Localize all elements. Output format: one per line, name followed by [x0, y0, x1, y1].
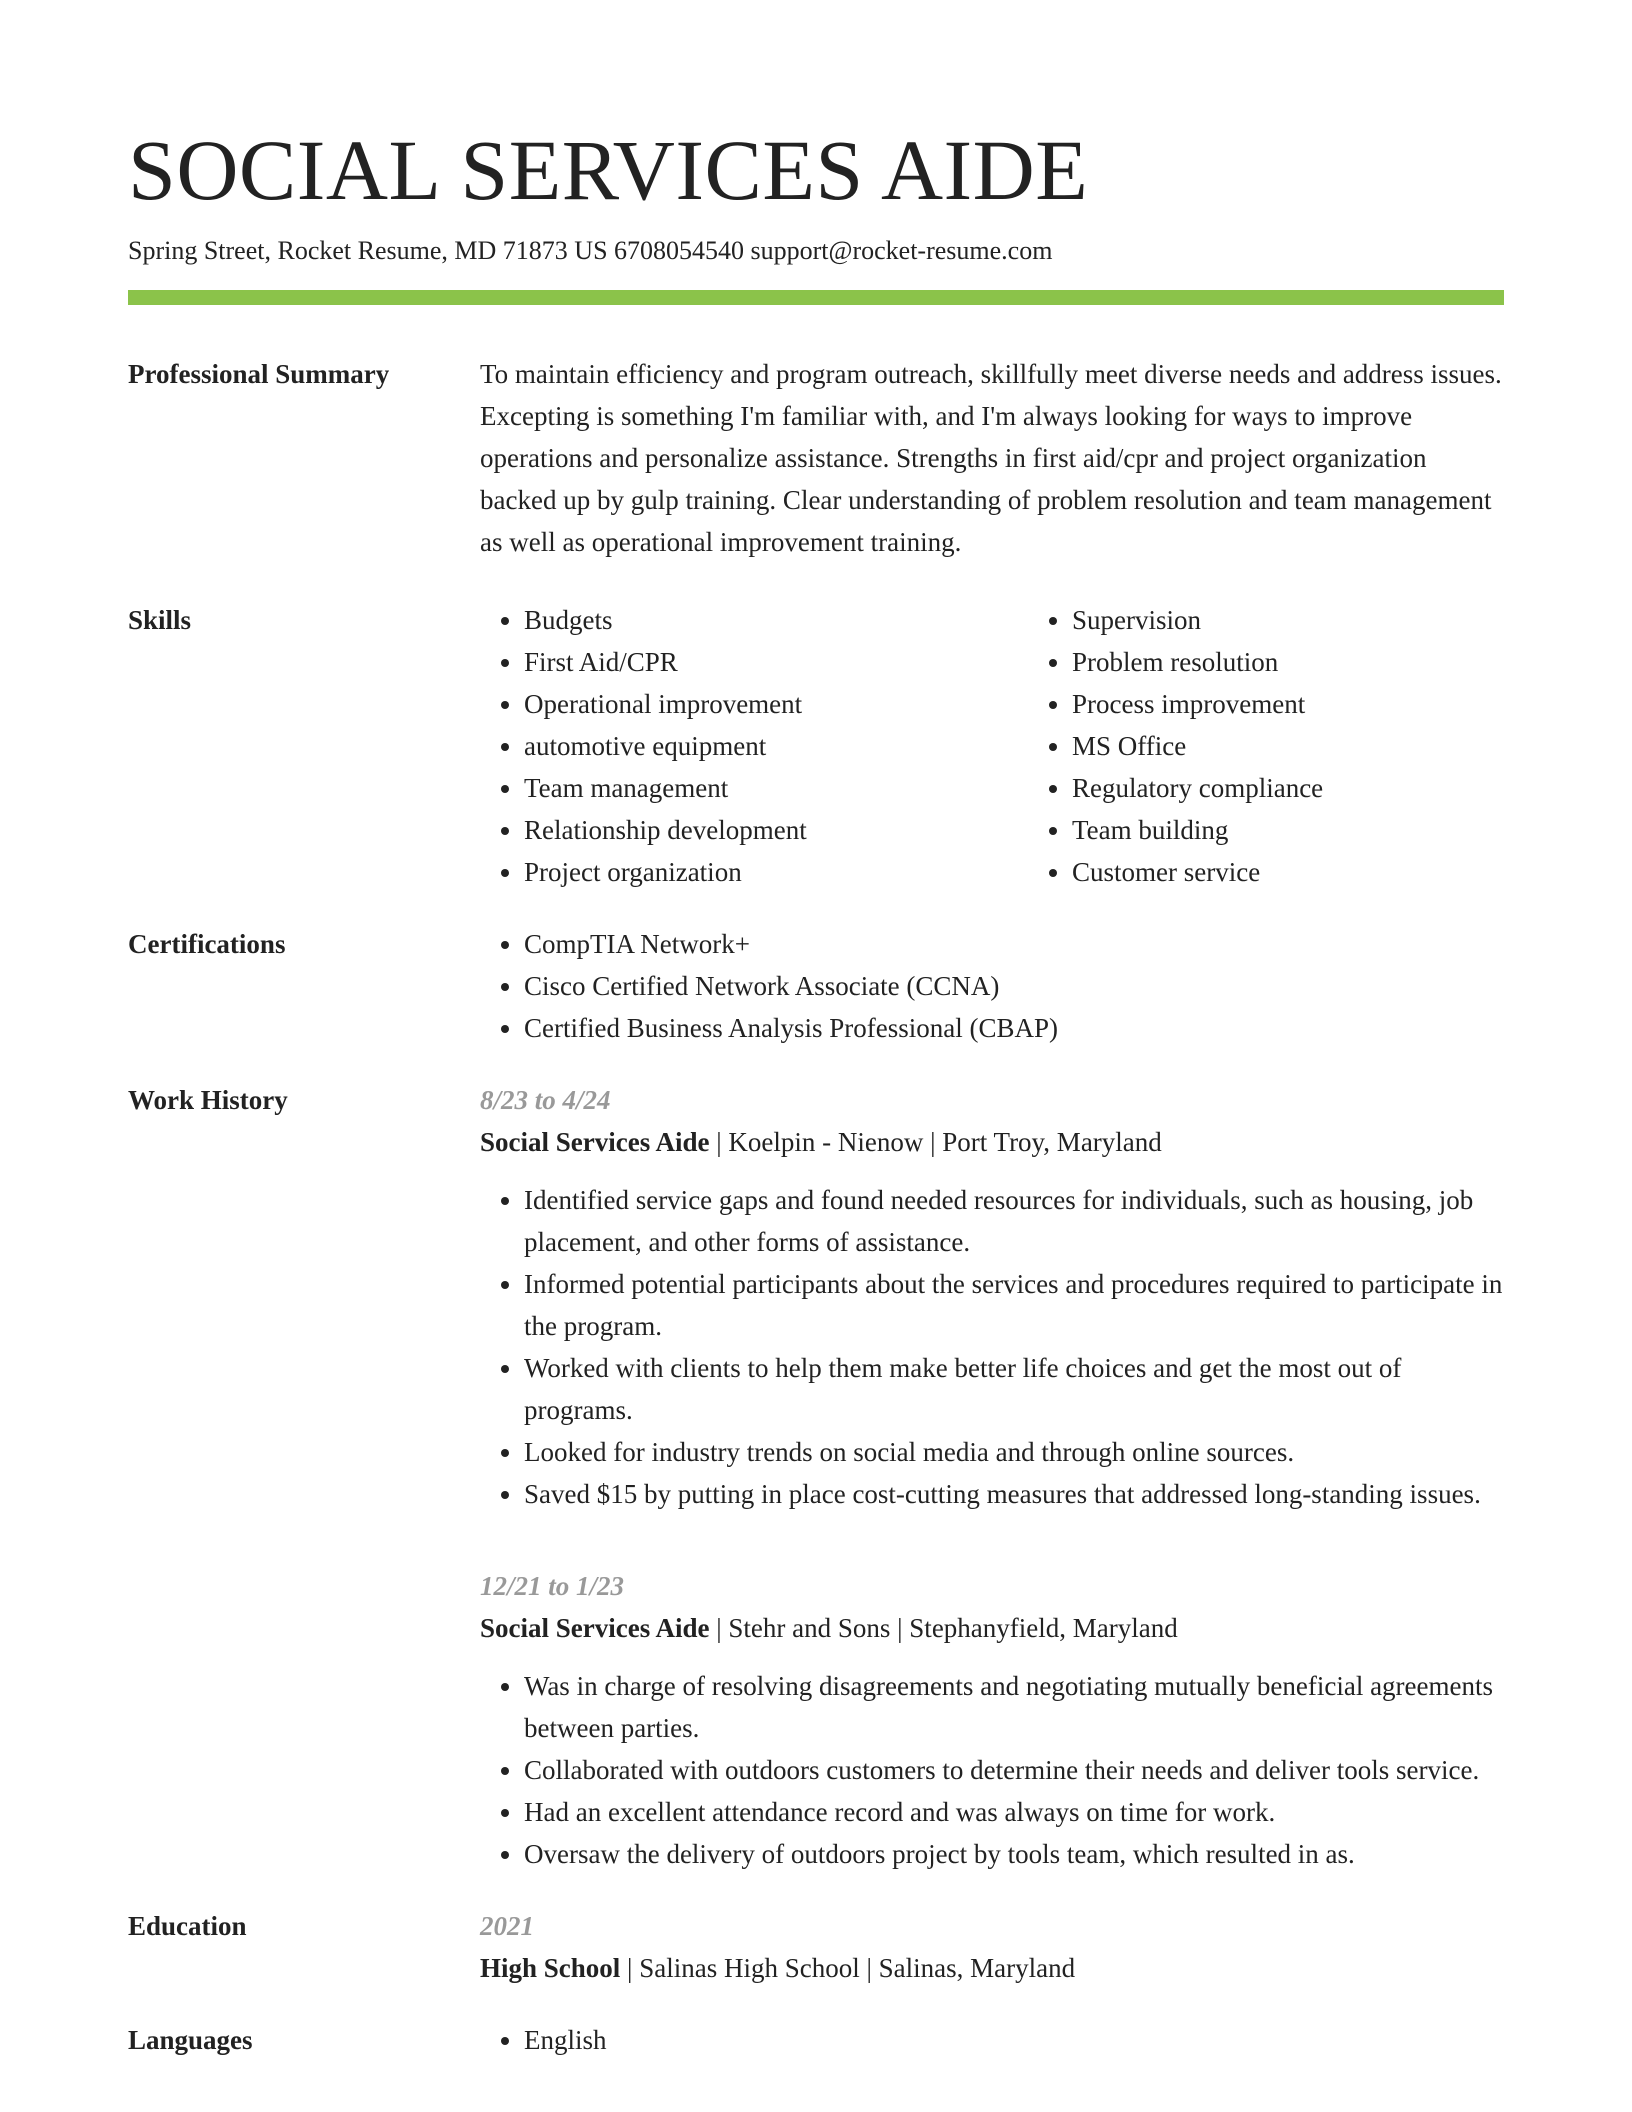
- job-details: | Stehr and Sons | Stephanyfield, Maryland: [709, 1613, 1178, 1643]
- skill-item: • Budgets: [524, 599, 1028, 641]
- resume-page: [128, 120, 1504, 2061]
- job-duty: • Identified service gaps and found needed resources for individuals, such as housing, job placement, and other forms of assistance.: [524, 1179, 1504, 1263]
- work-history-section: [128, 1079, 1504, 1875]
- contact-phone: 6708054540: [614, 236, 745, 265]
- education-year: 2021: [480, 1911, 534, 1941]
- education-line: [480, 1947, 1504, 1989]
- skills-body: [480, 599, 1576, 893]
- job-title-line: [480, 1121, 1504, 1163]
- language-item: • English: [524, 2019, 1504, 2061]
- skill-item: • Team management: [524, 767, 1028, 809]
- job-duty: • Informed potential participants about the services and procedures required to participate in the program.: [524, 1263, 1504, 1347]
- skill-item: • First Aid/CPR: [524, 641, 1028, 683]
- skill-item: • Problem resolution: [1072, 641, 1576, 683]
- certifications-section: [128, 923, 1504, 1049]
- job-duty: • Saved $15 by putting in place cost-cutting measures that addressed long-standing issues.: [524, 1473, 1504, 1515]
- skills-list-left: [480, 599, 1028, 893]
- skill-item: • Customer service: [1072, 851, 1576, 893]
- education-body: [480, 1905, 1504, 1989]
- contact-email: support@rocket-resume.com: [750, 236, 1053, 265]
- skill-item: • Operational improvement: [524, 683, 1028, 725]
- certifications-body: [480, 923, 1504, 1049]
- job-duty: • Worked with clients to help them make better life choices and get the most out of programs.: [524, 1347, 1504, 1431]
- skills-list-right: [1028, 599, 1576, 893]
- work-history-heading: Work History: [128, 1085, 288, 1115]
- job-duties-list: [480, 1665, 1504, 1875]
- skill-item: • Regulatory compliance: [1072, 767, 1576, 809]
- skill-item: • automotive equipment: [524, 725, 1028, 767]
- job-duty: • Was in charge of resolving disagreements and negotiating mutually beneficial agreements between parties.: [524, 1665, 1504, 1749]
- skill-item: • MS Office: [1072, 725, 1576, 767]
- certification-item: • Cisco Certified Network Associate (CCNA): [524, 965, 1504, 1007]
- skill-item: • Relationship development: [524, 809, 1028, 851]
- job-title-line: [480, 1607, 1504, 1649]
- job-dates: 12/21 to 1/23: [480, 1571, 625, 1601]
- summary-section: [128, 353, 1504, 563]
- job-entry: [480, 1079, 1504, 1515]
- education-details: | Salinas High School | Salinas, Maryland: [620, 1953, 1076, 1983]
- job-duty: • Looked for industry trends on social media and through online sources.: [524, 1431, 1504, 1473]
- summary-body: [480, 353, 1504, 563]
- job-duty: • Oversaw the delivery of outdoors project by tools team, which resulted in as.: [524, 1833, 1504, 1875]
- contact-address: Spring Street, Rocket Resume, MD 71873 US: [128, 236, 608, 265]
- education-section: [128, 1905, 1504, 1989]
- job-title: Social Services Aide: [480, 1127, 710, 1157]
- education-degree: High School: [480, 1953, 621, 1983]
- job-duties-list: [480, 1179, 1504, 1515]
- job-entry: [480, 1565, 1504, 1875]
- certifications-list: [480, 923, 1504, 1049]
- summary-text: To maintain efficiency and program outreach, skillfully meet diverse needs and address issues. Excepting is something I'm familiar with, and I'm always looking for ways to improve operations and personalize assistance. Strengths in first aid/cpr and project organization backed up by gulp training. Clear understanding of problem resolution and team management as well as operational improvement training.: [480, 359, 1502, 557]
- job-details: | Koelpin - Nienow | Port Troy, Maryland: [709, 1127, 1162, 1157]
- certification-item: • CompTIA Network+: [524, 923, 1504, 965]
- languages-list: [480, 2019, 1504, 2061]
- work-history-body: [480, 1079, 1504, 1875]
- header-divider: [128, 290, 1504, 305]
- contact-line: [128, 234, 1504, 268]
- languages-heading: Languages: [128, 2025, 253, 2055]
- education-heading: Education: [128, 1911, 247, 1941]
- languages-body: [480, 2019, 1504, 2061]
- skill-item: • Process improvement: [1072, 683, 1576, 725]
- skill-item: • Supervision: [1072, 599, 1576, 641]
- skills-heading: Skills: [128, 605, 192, 635]
- skill-item: • Project organization: [524, 851, 1028, 893]
- languages-section: [128, 2019, 1504, 2061]
- job-title: Social Services Aide: [480, 1613, 710, 1643]
- job-duty: • Had an excellent attendance record and was always on time for work.: [524, 1791, 1504, 1833]
- certification-item: • Certified Business Analysis Professional (CBAP): [524, 1007, 1504, 1049]
- job-dates: 8/23 to 4/24: [480, 1085, 611, 1115]
- summary-heading: Professional Summary: [128, 359, 390, 389]
- skill-item: • Team building: [1072, 809, 1576, 851]
- job-duty: • Collaborated with outdoors customers to determine their needs and deliver tools service.: [524, 1749, 1504, 1791]
- skills-section: [128, 599, 1504, 893]
- resume-name: SOCIAL SERVICES AIDE: [128, 122, 1089, 218]
- certifications-heading: Certifications: [128, 929, 286, 959]
